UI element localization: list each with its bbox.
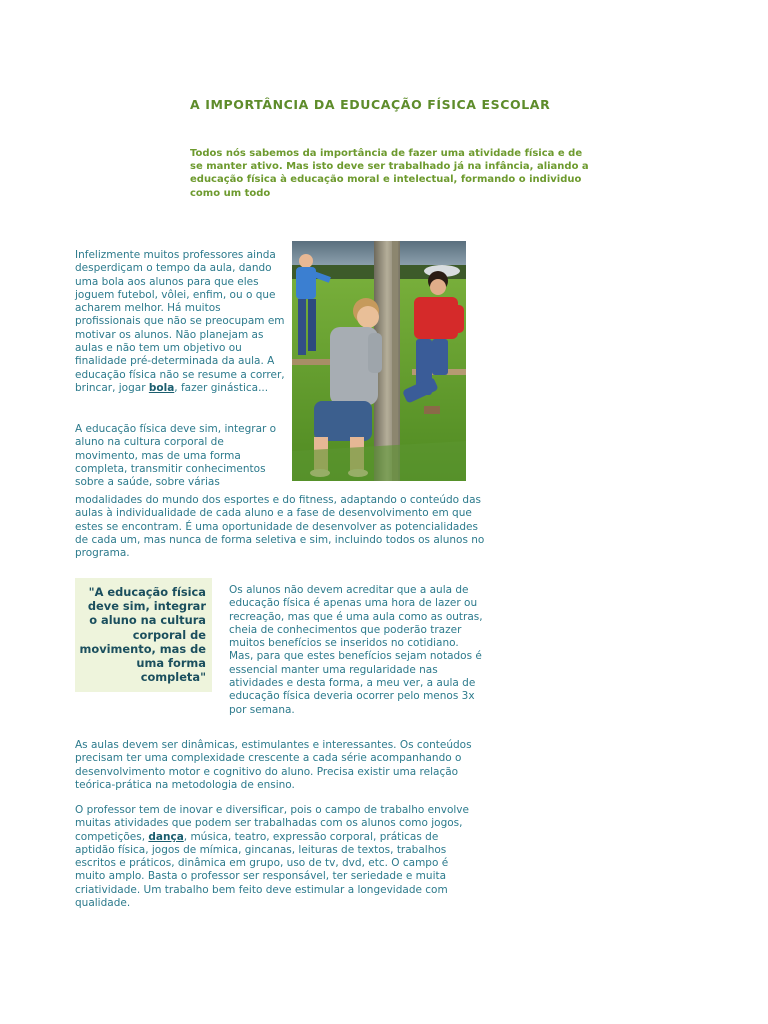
- bola-link[interactable]: bola: [148, 381, 175, 394]
- paragraph-4: As aulas devem ser dinâmicas, estimulantes e interessantes. Os conteúdos precisam ter uma complexidade crescente a cada série acompanhando o desenvolvimento motor e cognitivo do aluno. Precisa existir uma relação teórica-prática na metodologia de ensino.: [75, 739, 472, 791]
- paragraph-1: [75, 249, 287, 395]
- paragraph-5-text: O professor tem de inovar e diversificar, pois o campo de trabalho envolve muitas atividades que podem ser trabalhadas com os alunos como jogos, competições,: [75, 804, 469, 843]
- paragraph-2-top: A educação física deve sim, integrar o aluno na cultura corporal de movimento, mas de uma forma completa, transmitir conhecimentos sobre a saúde, sobre várias: [75, 423, 277, 489]
- paragraph-1-tail: , fazer ginástica...: [174, 381, 269, 394]
- paragraph-1-text: Infelizmente muitos professores ainda desperdiçam o tempo da aula, dando uma bola aos alunos para que eles joguem futebol, vôlei, enfim, ou o que acharem melhor. Há muitos profissionais que não se preocupam em motivar os alunos. Não planejam as aulas e não tem um objetivo ou finalidade pré-determinada da aula. A educação física não se resume a correr, brincar, jogar: [75, 249, 285, 394]
- paragraph-3: Os alunos não devem acreditar que a aula de educação física é apenas uma hora de lazer ou recreação, mas que é uma aula como as outras, cheia de conhecimentos que poderão trazer muitos benefícios se inseridos no cotidiano. Mas, para que estes benefícios sejam notados é essencial manter uma regularidade nas atividades e desta forma, a meu ver, a aula de educação física deveria ocorrer pelo menos 3x por semana.: [229, 584, 483, 716]
- danca-link[interactable]: dança: [148, 830, 184, 843]
- article-title: A IMPORTÂNCIA DA EDUCAÇÃO FÍSICA ESCOLAR: [190, 97, 551, 112]
- paragraph-5: [75, 804, 480, 910]
- paragraph-5-tail: , música, teatro, expressão corporal, práticas de aptidão física, jogos de mímica, gincanas, leituras de textos, trabalhos escritos e práticos, dinâmica em grupo, uso de tv, dvd, etc. O campo é muito amplo. Basta o professor ser responsável, ter seriedade e muita criatividade. Um trabalho bem feito deve estimular a longevidade com qualidade.: [75, 830, 449, 910]
- pull-quote: "A educação física deve sim, integrar o aluno na cultura corporal de movimento, mas de uma forma completa": [75, 578, 212, 692]
- children-playing-photo: [292, 241, 466, 481]
- intro-text: Todos nós sabemos da importância de fazer uma atividade física e de se manter ativo. Mas isto deve ser trabalhado já na infância, aliando a educação física à educação moral e intelectual, formando o individuo como um todo: [190, 148, 589, 199]
- paragraph-2-bottom: modalidades do mundo dos esportes e do fitness, adaptando o conteúdo das aulas à individualidade de cada aluno e a fase de desenvolvimento em que estes se encontram. É uma oportunidade de desenvolver as potencialidades de cada um, mas nunca de forma seletiva e sim, incluindo todos os alunos no programa.: [75, 494, 485, 560]
